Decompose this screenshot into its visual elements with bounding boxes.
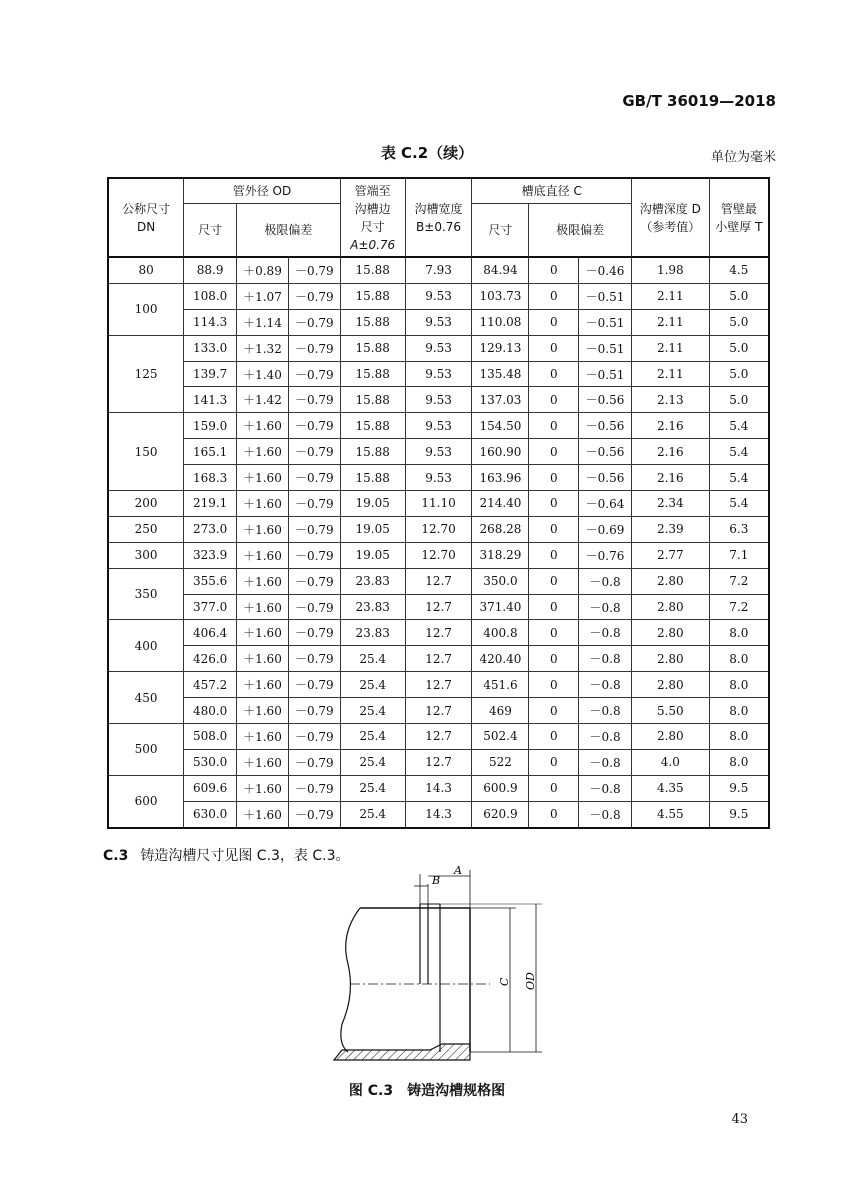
table-cell: 2.11 [631,361,709,387]
table-cell: －0.79 [288,646,340,672]
table-cell: －0.8 [579,698,632,724]
table-cell: 12.7 [405,749,472,775]
table-row [108,257,769,283]
table-cell: －0.79 [288,698,340,724]
table-cell: －0.51 [579,309,632,335]
table-cell: 0 [529,283,579,309]
table-cell: －0.56 [579,387,632,413]
table-row [108,283,769,309]
table-cell: ＋0.89 [237,257,289,283]
table-cell: 19.05 [340,491,405,517]
table-cell: 0 [529,361,579,387]
table-cell: －0.79 [288,801,340,827]
table-cell: 480.0 [184,698,237,724]
dn-cell: 150 [108,413,184,491]
table-row [108,335,769,361]
table-row [108,439,769,465]
table-cell: －0.8 [579,749,632,775]
table-cell: 23.83 [340,594,405,620]
table-cell: 620.9 [472,801,529,827]
table-cell: ＋1.60 [237,801,289,827]
table-cell: ＋1.60 [237,465,289,491]
table-cell: －0.79 [288,309,340,335]
table-row [108,542,769,568]
table-cell: 141.3 [184,387,237,413]
dn-cell: 500 [108,724,184,776]
table-cell: 168.3 [184,465,237,491]
table-cell: 165.1 [184,439,237,465]
table-cell: 15.88 [340,465,405,491]
dn-cell: 350 [108,568,184,620]
table-row [108,646,769,672]
table-cell: 110.08 [472,309,529,335]
table-cell: －0.79 [288,724,340,750]
header-a: 管端至 沟槽边 尺寸 A±0.76 [340,178,405,257]
table-cell: 135.48 [472,361,529,387]
table-cell: 0 [529,516,579,542]
table-body [108,257,769,828]
table-cell: －0.79 [288,361,340,387]
table-cell: 406.4 [184,620,237,646]
table-row [108,801,769,827]
table-cell: －0.79 [288,775,340,801]
header-dn: 公称尺寸 DN [108,178,184,257]
table-cell: 0 [529,775,579,801]
table-cell: 5.0 [709,361,769,387]
figure-caption: 图 C.3 铸造沟槽规格图 [348,1083,506,1099]
table-cell: 9.53 [405,439,472,465]
section-number: C.3 [103,848,129,864]
table-cell: 5.4 [709,465,769,491]
section-text: 铸造沟槽尺寸见图 C.3，表 C.3。 [140,848,350,864]
dn-cell: 250 [108,516,184,542]
table-cell: 1.98 [631,257,709,283]
table-cell: 600.9 [472,775,529,801]
header-od-size: 尺寸 [184,204,237,258]
table-cell: 0 [529,698,579,724]
table-cell: 420.40 [472,646,529,672]
table-cell: 2.80 [631,672,709,698]
table-cell: 400.8 [472,620,529,646]
table-cell: 84.94 [472,257,529,283]
table-row [108,594,769,620]
table-cell: 103.73 [472,283,529,309]
dn-cell: 300 [108,542,184,568]
table-cell: 6.3 [709,516,769,542]
table-cell: 15.88 [340,413,405,439]
table-cell: 2.11 [631,335,709,361]
header-c: 槽底直径 C [472,178,631,204]
table-unit: 单位为毫米 [710,150,776,165]
pipe-wall-section [334,1044,470,1060]
table-cell: 5.0 [709,309,769,335]
table-cell: 15.88 [340,283,405,309]
table-cell: 469 [472,698,529,724]
table-cell: 12.7 [405,568,472,594]
table-cell: －0.64 [579,491,632,517]
table-cell: 318.29 [472,542,529,568]
table-title: 表 C.2（续） [380,144,474,162]
table-row [108,698,769,724]
table-cell: 160.90 [472,439,529,465]
table-cell: －0.79 [288,387,340,413]
table-cell: 108.0 [184,283,237,309]
table-cell: 7.2 [709,568,769,594]
table-cell: －0.79 [288,749,340,775]
table-cell: 8.0 [709,698,769,724]
table-cell: 2.80 [631,724,709,750]
table-cell: ＋1.60 [237,594,289,620]
table-cell: 25.4 [340,698,405,724]
table-cell: 0 [529,749,579,775]
table-cell: －0.79 [288,335,340,361]
table-row [108,516,769,542]
table-cell: 154.50 [472,413,529,439]
table-cell: －0.79 [288,516,340,542]
table-cell: 9.5 [709,775,769,801]
section-c3 [103,845,350,865]
table-cell: 5.0 [709,387,769,413]
table-cell: 9.53 [405,335,472,361]
table-row [108,775,769,801]
table-cell: 15.88 [340,361,405,387]
table-cell: 457.2 [184,672,237,698]
table-cell: 502.4 [472,724,529,750]
table-cell: 12.70 [405,542,472,568]
table-cell: ＋1.14 [237,309,289,335]
table-cell: 609.6 [184,775,237,801]
table-row [108,309,769,335]
table-cell: 0 [529,646,579,672]
table-cell: －0.8 [579,801,632,827]
dim-od-label: OD [524,972,537,990]
table-cell: 508.0 [184,724,237,750]
table-cell: 12.7 [405,620,472,646]
table-cell: 8.0 [709,672,769,698]
dn-cell: 200 [108,491,184,517]
table-cell: 9.53 [405,283,472,309]
dn-cell: 400 [108,620,184,672]
table-row [108,568,769,594]
table-cell: －0.8 [579,594,632,620]
table-cell: －0.69 [579,516,632,542]
table-cell: 133.0 [184,335,237,361]
table-cell: 15.88 [340,335,405,361]
table-cell: 9.53 [405,465,472,491]
table-cell: ＋1.60 [237,439,289,465]
table-cell: 25.4 [340,672,405,698]
table-cell: －0.8 [579,646,632,672]
table-cell: 522 [472,749,529,775]
table-cell: 2.80 [631,594,709,620]
table-cell: ＋1.60 [237,724,289,750]
table-cell: ＋1.60 [237,646,289,672]
table-cell: 0 [529,257,579,283]
table-cell: 129.13 [472,335,529,361]
pipe-break-line [341,908,360,1052]
table-cell: －0.79 [288,620,340,646]
table-cell: －0.79 [288,568,340,594]
dn-cell: 600 [108,775,184,827]
table-row [108,724,769,750]
table-cell: 23.83 [340,568,405,594]
table-cell: ＋1.07 [237,283,289,309]
table-cell: 4.0 [631,749,709,775]
table-cell: ＋1.60 [237,568,289,594]
table-cell: 14.3 [405,801,472,827]
table-cell: －0.56 [579,413,632,439]
table-cell: 0 [529,335,579,361]
table-cell: 12.7 [405,594,472,620]
table-cell: －0.79 [288,542,340,568]
table-cell: 0 [529,568,579,594]
table-cell: －0.8 [579,568,632,594]
table-cell: 163.96 [472,465,529,491]
table-cell: 5.0 [709,335,769,361]
page-number: 43 [731,1112,748,1127]
table-cell: 9.53 [405,361,472,387]
table-cell: 0 [529,309,579,335]
table-cell: 15.88 [340,439,405,465]
table-cell: ＋1.60 [237,491,289,517]
header-od-tol: 极限偏差 [237,204,341,258]
table-cell: 5.4 [709,413,769,439]
table-cell: －0.79 [288,257,340,283]
dim-b-label: B [432,874,441,887]
table-cell: 0 [529,724,579,750]
table-cell: 12.7 [405,698,472,724]
table-cell: 25.4 [340,775,405,801]
table-cell: 0 [529,387,579,413]
table-row [108,413,769,439]
table-cell: －0.79 [288,594,340,620]
table-cell: －0.79 [288,465,340,491]
table-cell: 0 [529,413,579,439]
header-d: 沟槽深度 D （参考值） [631,178,709,257]
table-cell: 0 [529,465,579,491]
table-cell: 9.53 [405,309,472,335]
table-cell: －0.46 [579,257,632,283]
table-cell: 25.4 [340,801,405,827]
table-cell: －0.51 [579,361,632,387]
table-cell: 5.0 [709,283,769,309]
table-cell: 0 [529,672,579,698]
table-cell: ＋1.60 [237,749,289,775]
dn-cell: 100 [108,283,184,335]
table-cell: 12.7 [405,724,472,750]
table-cell: 7.1 [709,542,769,568]
table-cell: 530.0 [184,749,237,775]
table-cell: －0.56 [579,465,632,491]
table-cell: 5.50 [631,698,709,724]
dn-cell: 450 [108,672,184,724]
table-cell: 5.4 [709,491,769,517]
table-cell: 2.16 [631,439,709,465]
table-cell: 15.88 [340,309,405,335]
table-cell: 9.5 [709,801,769,827]
table-cell: 426.0 [184,646,237,672]
table-cell: 7.2 [709,594,769,620]
table-cell: －0.8 [579,672,632,698]
table-cell: 355.6 [184,568,237,594]
table-cell: 8.0 [709,749,769,775]
header-c-tol: 极限偏差 [529,204,632,258]
table-cell: ＋1.60 [237,413,289,439]
table-cell: 2.80 [631,646,709,672]
table-cell: 7.93 [405,257,472,283]
dn-cell: 80 [108,257,184,283]
table-cell: 0 [529,439,579,465]
table-cell: 2.80 [631,568,709,594]
table-row [108,620,769,646]
header-c-size: 尺寸 [472,204,529,258]
table-cell: 25.4 [340,749,405,775]
standard-number: GB/T 36019—2018 [622,92,776,110]
table-cell: ＋1.32 [237,335,289,361]
table-cell: 2.16 [631,413,709,439]
table-cell: ＋1.60 [237,698,289,724]
header-t: 管壁最 小壁厚 T [709,178,769,257]
table-cell: 12.70 [405,516,472,542]
table-cell: 630.0 [184,801,237,827]
table-cell: 0 [529,491,579,517]
table-cell: 4.55 [631,801,709,827]
table-cell: －0.56 [579,439,632,465]
table-cell: ＋1.40 [237,361,289,387]
table-cell: 25.4 [340,646,405,672]
table-row [108,672,769,698]
table-cell: －0.51 [579,335,632,361]
table-cell: 377.0 [184,594,237,620]
table-cell: 214.40 [472,491,529,517]
table-cell: －0.8 [579,775,632,801]
table-cell: ＋1.42 [237,387,289,413]
table-cell: 8.0 [709,646,769,672]
table-cell: ＋1.60 [237,672,289,698]
table-cell: 159.0 [184,413,237,439]
table-cell: 2.13 [631,387,709,413]
table-cell: 114.3 [184,309,237,335]
table-cell: 2.39 [631,516,709,542]
table-cell: 2.11 [631,283,709,309]
table-cell: －0.8 [579,620,632,646]
table-cell: －0.79 [288,413,340,439]
table-cell: 451.6 [472,672,529,698]
table-cell: 8.0 [709,724,769,750]
table-cell: 2.11 [631,309,709,335]
table-cell: 2.16 [631,465,709,491]
table-cell: 4.5 [709,257,769,283]
dim-a-label: A [454,864,462,877]
table-cell: 25.4 [340,724,405,750]
table-cell: 14.3 [405,775,472,801]
table-cell: 0 [529,620,579,646]
table-cell: 0 [529,801,579,827]
table-cell: 88.9 [184,257,237,283]
table-cell: －0.51 [579,283,632,309]
table-cell: 2.77 [631,542,709,568]
table-cell: 19.05 [340,542,405,568]
table-cell: －0.8 [579,724,632,750]
table-cell: 350.0 [472,568,529,594]
table-cell: ＋1.60 [237,775,289,801]
table-cell: 0 [529,542,579,568]
table-cell: 5.4 [709,439,769,465]
table-cell: 2.80 [631,620,709,646]
table-cell: 11.10 [405,491,472,517]
table-cell: 19.05 [340,516,405,542]
table-cell: 268.28 [472,516,529,542]
table-cell: 273.0 [184,516,237,542]
table-cell: 15.88 [340,257,405,283]
table-cell: －0.79 [288,491,340,517]
table-cell: 9.53 [405,387,472,413]
table-cell: 9.53 [405,413,472,439]
table-cell: 323.9 [184,542,237,568]
table-cell: 371.40 [472,594,529,620]
table-cell: 219.1 [184,491,237,517]
table-cell: 12.7 [405,646,472,672]
table-cell: －0.79 [288,672,340,698]
table-cell: ＋1.60 [237,620,289,646]
table-cell: 139.7 [184,361,237,387]
dim-c-label: C [498,977,511,986]
header-b: 沟槽宽度 B±0.76 [405,178,472,257]
cast-groove-diagram [320,864,560,1076]
groove-dimension-table [107,177,770,829]
table-row [108,749,769,775]
table-cell: －0.76 [579,542,632,568]
table-cell: 8.0 [709,620,769,646]
table-cell: 137.03 [472,387,529,413]
table-row [108,361,769,387]
header-od: 管外径 OD [184,178,341,204]
table-cell: 15.88 [340,387,405,413]
table-row [108,465,769,491]
table-cell: －0.79 [288,283,340,309]
table-row [108,491,769,517]
dn-cell: 125 [108,335,184,413]
table-cell: 12.7 [405,672,472,698]
table-cell: ＋1.60 [237,516,289,542]
table-cell: ＋1.60 [237,542,289,568]
table-row [108,387,769,413]
table-cell: －0.79 [288,439,340,465]
table-cell: 0 [529,594,579,620]
table-cell: 2.34 [631,491,709,517]
table-cell: 23.83 [340,620,405,646]
table-cell: 4.35 [631,775,709,801]
